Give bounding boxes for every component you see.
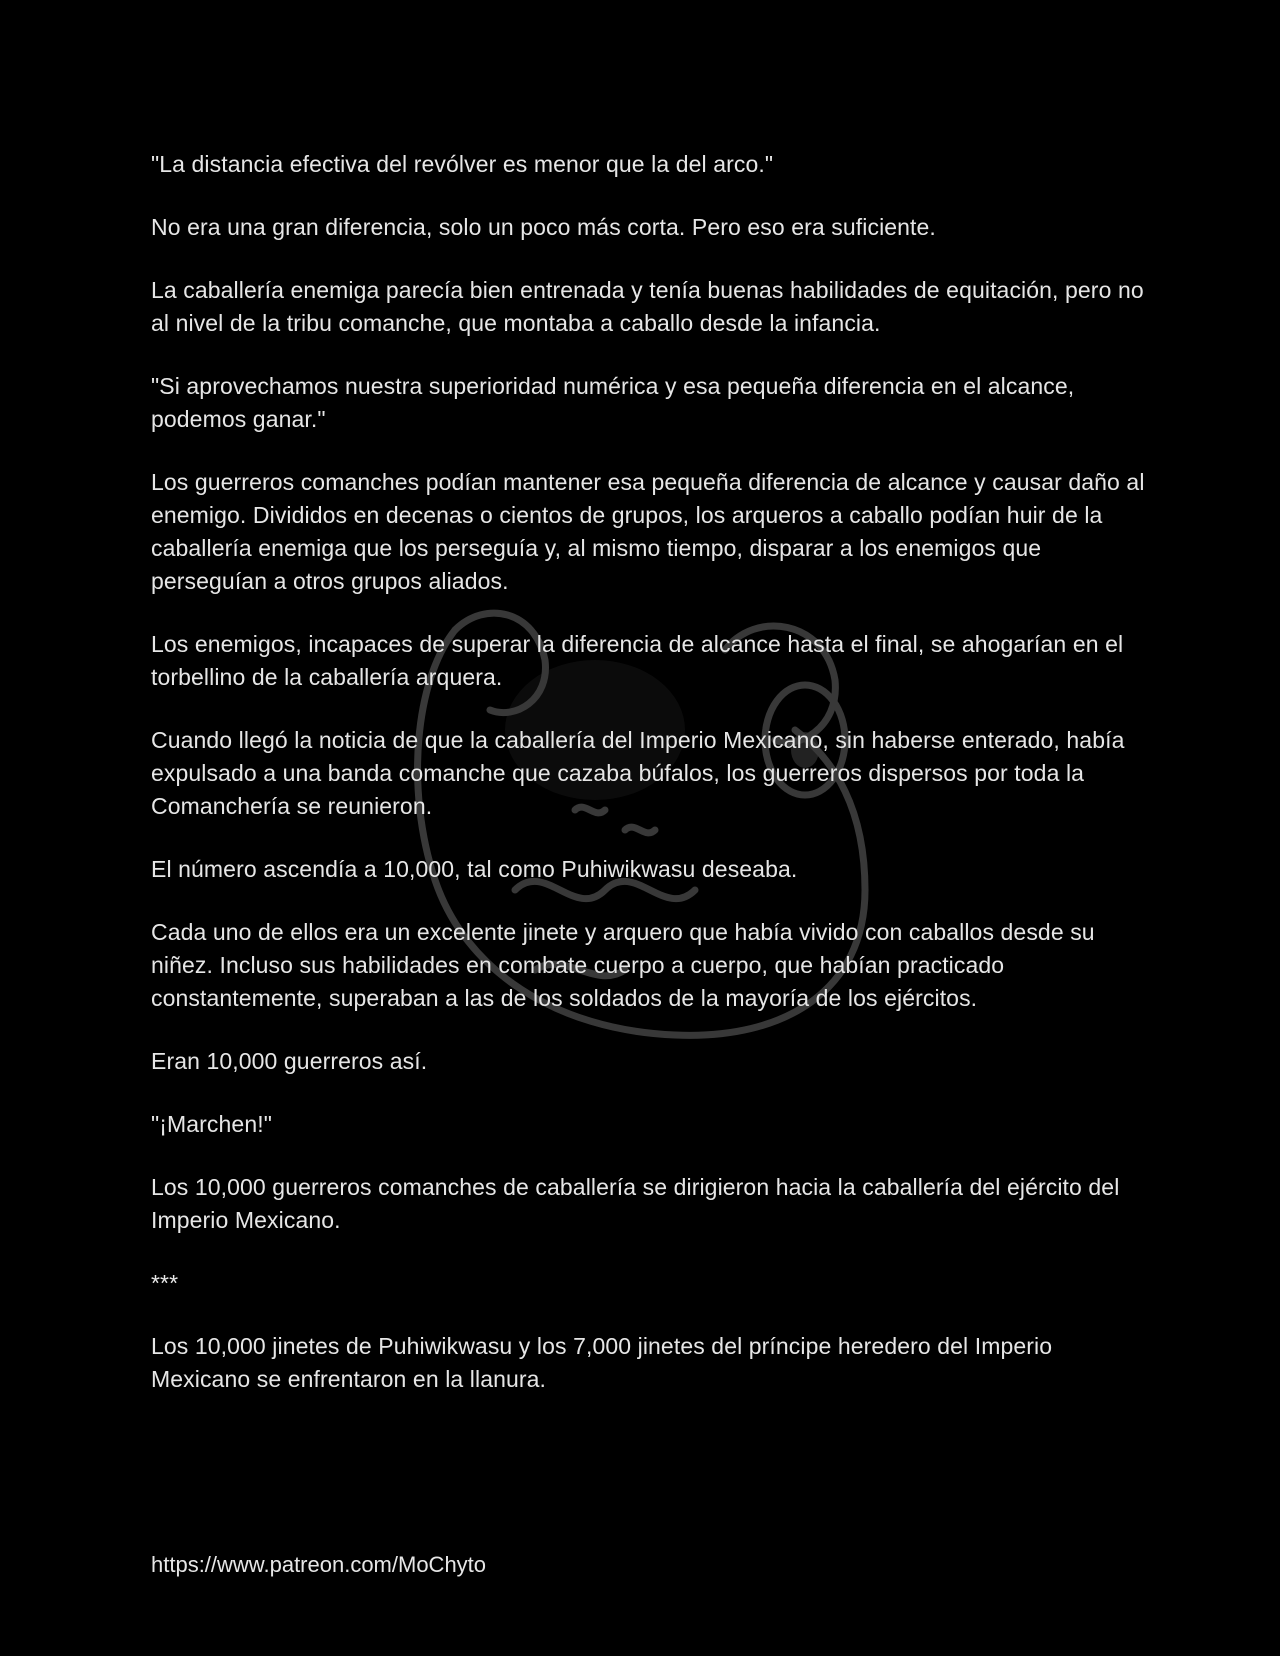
paragraph: El número ascendía a 10,000, tal como Puhiwikwasu deseaba. [151, 856, 798, 882]
paragraph: No era una gran diferencia, solo un poco más corta. Pero eso era suficiente. [151, 214, 936, 240]
chapter-text [151, 148, 1151, 1426]
paragraph: Los guerreros comanches podían mantener esa pequeña diferencia de alcance y causar daño al enemigo. Divididos en decenas o cientos de grupos, los arqueros a caballo podían huir de la caballería enemiga que los perseguía y, al mismo tiempo, disparar a los enemigos que perseguían a otros grupos aliados. [151, 469, 1145, 594]
paragraph: "Si aprovechamos nuestra superioridad numérica y esa pequeña diferencia en el alcance, podemos ganar." [151, 373, 1075, 432]
paragraph: Cuando llegó la noticia de que la caballería del Imperio Mexicano, sin haberse enterado, había expulsado a una banda comanche que cazaba búfalos, los guerreros dispersos por toda la Comanchería se reunieron. [151, 727, 1125, 819]
paragraph: Eran 10,000 guerreros así. [151, 1048, 428, 1074]
paragraph: Los 10,000 jinetes de Puhiwikwasu y los 7,000 jinetes del príncipe heredero del Imperio Mexicano se enfrentaron en la llanura. [151, 1333, 1053, 1392]
scene-break: *** [151, 1270, 179, 1296]
paragraph: Los 10,000 guerreros comanches de caballería se dirigieron hacia la caballería del ejército del Imperio Mexicano. [151, 1174, 1120, 1233]
paragraph: "La distancia efectiva del revólver es menor que la del arco." [151, 151, 774, 177]
paragraph: Cada uno de ellos era un excelente jinete y arquero que había vivido con caballos desde su niñez. Incluso sus habilidades en combate cuerpo a cuerpo, que habían practicado constantemente, superaban a las de los soldados de la mayoría de los ejércitos. [151, 919, 1095, 1011]
paragraph: Los enemigos, incapaces de superar la diferencia de alcance hasta el final, se ahogarían en el torbellino de la caballería arquera. [151, 631, 1124, 690]
paragraph: "¡Marchen!" [151, 1111, 272, 1137]
patreon-link[interactable]: https://www.patreon.com/MoChyto [151, 1552, 487, 1577]
paragraph: La caballería enemiga parecía bien entrenada y tenía buenas habilidades de equitación, pero no al nivel de la tribu comanche, que montaba a caballo desde la infancia. [151, 277, 1144, 336]
